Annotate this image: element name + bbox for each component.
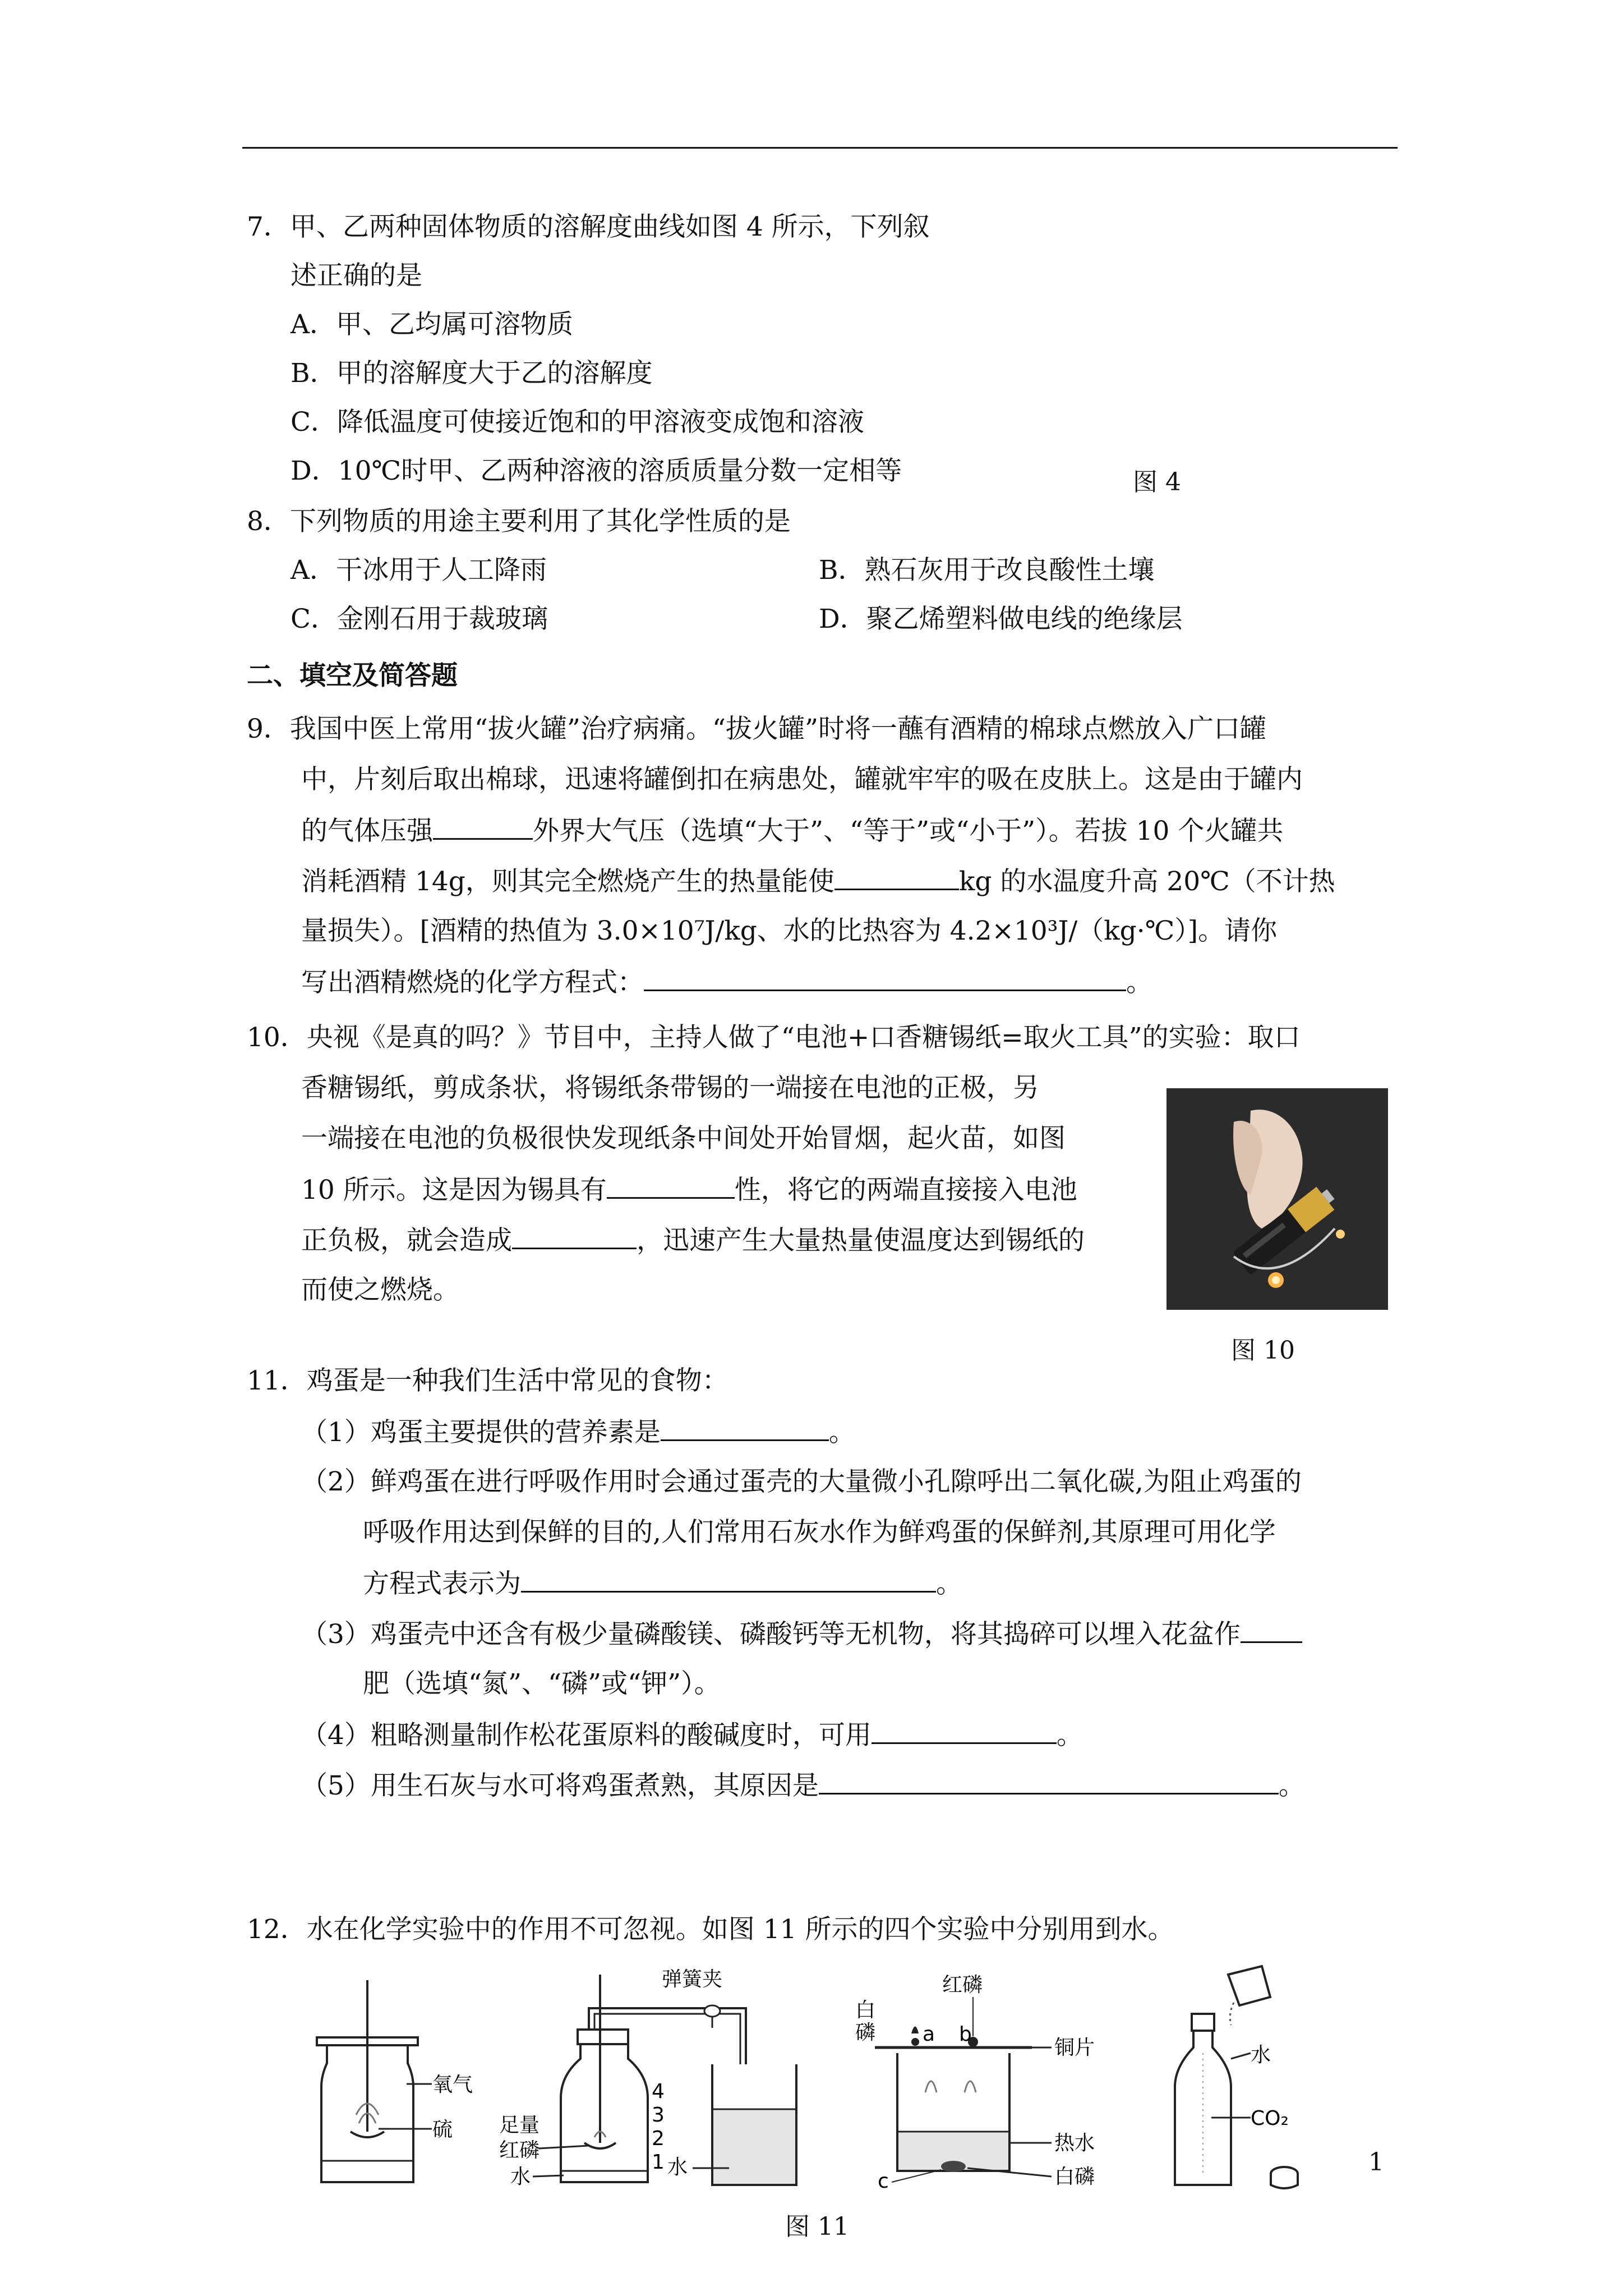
q9-line5: 量损失）。[酒精的热值为 3.0×10⁷J/kg、水的比热容为 4.2×10³J/（kg·℃）]。请你 — [301, 915, 1278, 946]
q11-blank-nutrient[interactable] — [661, 1415, 829, 1441]
q10-blank-property[interactable] — [607, 1172, 735, 1199]
q9-blank-mass[interactable] — [834, 864, 959, 890]
fig11-combustion-conditions — [852, 1963, 1133, 2193]
q9-line1: 9．我国中医上常用“拔火罐”治疗病痛。“拔火罐”时将一蘸有酒精的棉球点燃放入广口罐 — [247, 714, 1267, 744]
q11-blank-reason[interactable] — [819, 1768, 1279, 1795]
q7-option-d: D．10℃时甲、乙两种溶液的溶质质量分数一定相等 — [291, 455, 902, 486]
header-rule — [242, 147, 1398, 149]
q10-line4 — [301, 1172, 1077, 1207]
fig11-hotwater-label: 热水 — [1054, 2132, 1095, 2155]
fig11-redp-top-label: 红磷 — [942, 1973, 983, 1996]
fig11-whitep-top-label2: 磷 — [855, 2021, 876, 2044]
q11-stem: 11．鸡蛋是一种我们生活中常见的食物： — [247, 1365, 728, 1396]
q11-part5 — [301, 1768, 1305, 1803]
q7-option-a: A．甲、乙均属可溶物质 — [291, 309, 573, 340]
q10-line3: 一端接在电池的负极很快发现纸条中间处开始冒烟，起火苗，如图 — [301, 1123, 1066, 1154]
q7-option-c: C．降低温度可使接近饱和的甲溶液变成饱和溶液 — [291, 407, 864, 438]
q9-line6-text-b: 。 — [1126, 967, 1152, 998]
q10-line5-text-b: ，迅速产生大量热量使温度达到锡纸的 — [637, 1225, 1085, 1256]
fig4-caption: 图 4 — [1133, 468, 1181, 496]
q11-part2-line1: （2）鲜鸡蛋在进行呼吸作用时会通过蛋壳的大量微小孔隙呼出二氧化碳,为阻止鸡蛋的 — [301, 1466, 1302, 1497]
q9-line3-text-a: 的气体压强 — [301, 816, 433, 846]
fig11-redp-label: 红磷 — [499, 2139, 540, 2162]
q9-line2: 中，片刻后取出棉球，迅速将罐倒扣在病患处，罐就牢牢的吸在皮肤上。这是由于罐内 — [301, 764, 1303, 795]
q10-line5 — [301, 1223, 1085, 1258]
q9-blank-equation[interactable] — [644, 965, 1126, 991]
q10-line5-text-a: 正负极，就会造成 — [301, 1225, 512, 1256]
q8-stem: 8．下列物质的用途主要利用了其化学性质的是 — [247, 506, 791, 537]
q10-line6: 而使之燃烧。 — [301, 1274, 459, 1305]
q7-option-b: B．甲的溶解度大于乙的溶解度 — [291, 358, 653, 389]
q11-part1-end: 。 — [828, 1417, 855, 1448]
q12-stem: 12．水在化学实验中的作用不可忽视。如图 11 所示的四个实验中分别用到水。 — [247, 1914, 1174, 1945]
q7-stem-line1: 7．甲、乙两种固体物质的溶解度曲线如图 4 所示，下列叙 — [247, 211, 930, 242]
fig11-excess-label: 足量 — [499, 2114, 540, 2137]
q10-blank-effect[interactable] — [512, 1223, 637, 1249]
fig11-whitep-label: 白磷 — [1054, 2165, 1095, 2188]
q7-stem-line2: 述正确的是 — [291, 260, 422, 291]
q11-part1-text: （1）鸡蛋主要提供的营养素是 — [301, 1417, 661, 1448]
q11-blank-equation[interactable] — [521, 1566, 936, 1593]
q10-line4-text-b: 性，将它的两端直接接入电池 — [734, 1175, 1077, 1205]
fig11-clip-label: 弹簧夹 — [662, 1968, 723, 1991]
q11-part2-line2: 呼吸作用达到保鲜的目的,人们常用石灰水作为鲜鸡蛋的保鲜剂,其原理可用化学 — [363, 1517, 1276, 1548]
fig11-mark-1: 1 — [652, 2151, 665, 2174]
q10-line4-text-a: 10 所示。这是因为锡具有 — [301, 1175, 607, 1205]
q10-line2: 香糖锡纸，剪成条状，将锡纸条带锡的一端接在电池的正极，另 — [301, 1073, 1039, 1103]
q11-blank-ph[interactable] — [872, 1718, 1057, 1744]
fig11-sulfur-oxygen — [306, 1963, 473, 2193]
fig11-mark-3: 3 — [652, 2104, 665, 2127]
fig11-bottle-water-label: 水 — [1251, 2044, 1271, 2067]
fig11-sulfur-label: 硫 — [432, 2118, 453, 2141]
q11-part5-end: 。 — [1278, 1770, 1305, 1801]
section-heading: 二、填空及简答题 — [247, 660, 458, 691]
q8-option-a: A．干冰用于人工降雨 — [291, 555, 547, 586]
q8-option-b: B．熟石灰用于改良酸性土壤 — [819, 555, 1155, 586]
fig11-co2-bottle — [1166, 1963, 1335, 2193]
q11-part3-line1 — [301, 1617, 1302, 1651]
q11-part4 — [301, 1718, 1083, 1752]
fig11-oxygen-label: 氧气 — [432, 2073, 473, 2096]
q9-line4 — [301, 864, 1335, 899]
q11-part3-line2: 肥（选填“氮”、“磷”或“钾”）。 — [363, 1668, 721, 1699]
q11-part2-end: 。 — [936, 1568, 962, 1599]
fig11-whitep-top-label1: 白 — [855, 1999, 876, 2022]
q11-part1 — [301, 1415, 855, 1450]
fig11-b-label: b — [959, 2023, 972, 2046]
q11-part3-text: （3）鸡蛋壳中还含有极少量磷酸镁、磷酸钙等无机物，将其捣碎可以埋入花盆作 — [301, 1619, 1241, 1650]
battery-foil-photo — [1166, 1088, 1388, 1310]
q9-line3-text-b: 外界大气压（选填“大于”、“等于”或“小于”）。若拔 10 个火罐共 — [533, 816, 1284, 846]
q11-part5-text: （5）用生石灰与水可将鸡蛋煮熟，其原因是 — [301, 1770, 819, 1801]
fig11-mark-4: 4 — [652, 2080, 665, 2103]
fig11-co2-label: CO₂ — [1251, 2107, 1289, 2130]
q8-option-c: C．金刚石用于裁玻璃 — [291, 604, 548, 634]
fig11-water-left-label: 水 — [510, 2165, 531, 2188]
fig11-water-right-label: 水 — [667, 2156, 688, 2179]
q11-part4-end: 。 — [1056, 1720, 1083, 1751]
fig11-mark-2: 2 — [652, 2127, 665, 2150]
q10-line1: 10．央视《是真的吗？》节目中，主持人做了“电池+口香糖锡纸=取火工具”的实验：取口 — [247, 1022, 1301, 1053]
q9-line6-text-a: 写出酒精燃烧的化学方程式： — [301, 967, 644, 998]
q11-part4-text: （4）粗略测量制作松花蛋原料的酸碱度时，可用 — [301, 1720, 872, 1751]
fig10-caption: 图 10 — [1231, 1336, 1295, 1365]
q9-line4-text-b: kg 的水温度升高 20℃（不计热 — [958, 866, 1335, 897]
fig11-phosphorus-apparatus — [494, 1963, 841, 2193]
q9-line3 — [301, 813, 1283, 848]
q9-blank-pressure[interactable] — [433, 813, 533, 840]
q8-option-d: D．聚乙烯塑料做电线的绝缘层 — [819, 604, 1183, 634]
q11-part2-text: 方程式表示为 — [363, 1568, 521, 1599]
page-number: 1 — [1368, 2148, 1384, 2177]
q11-part2-line3 — [363, 1566, 962, 1601]
q9-line4-text-a: 消耗酒精 14g，则其完全燃烧产生的热量能使 — [301, 866, 834, 897]
fig11-c-label: c — [878, 2170, 889, 2193]
fig11-a-label: a — [923, 2023, 935, 2046]
q9-line6 — [301, 965, 1152, 1000]
fig11-caption: 图 11 — [785, 2212, 849, 2241]
q11-blank-fertilizer[interactable] — [1241, 1617, 1302, 1643]
fig11-copper-label: 铜片 — [1054, 2036, 1095, 2059]
